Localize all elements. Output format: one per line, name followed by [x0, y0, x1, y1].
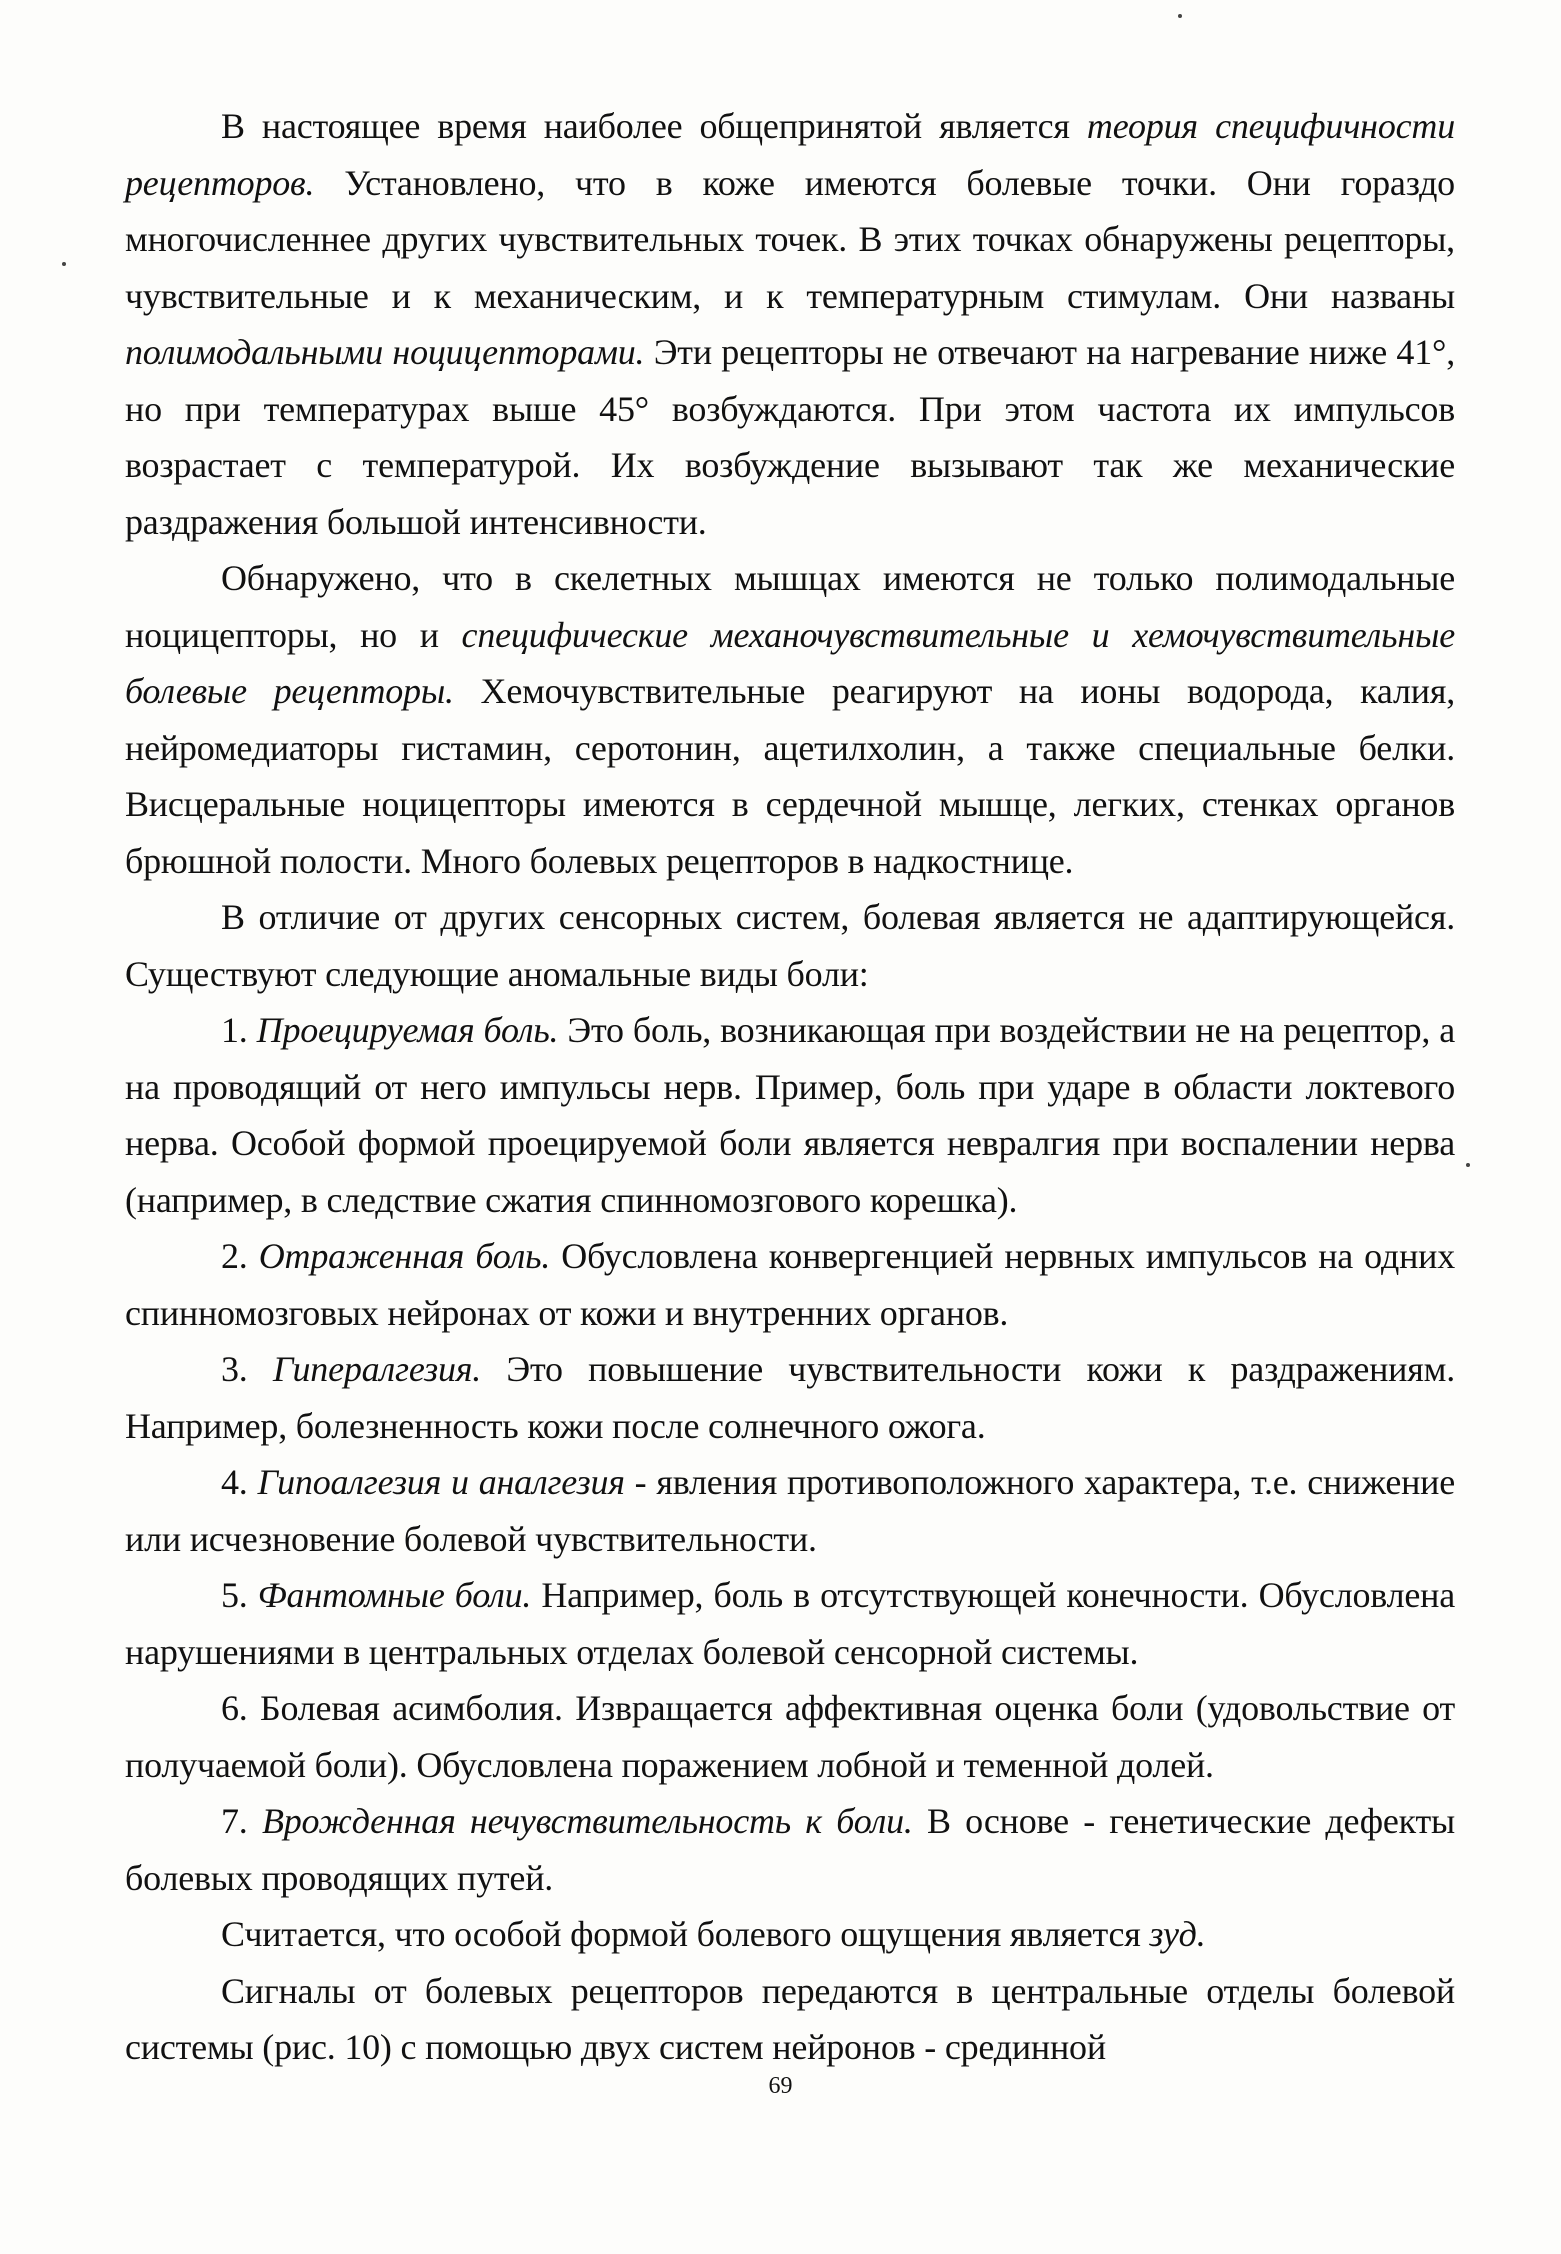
list-item-paragraph [125, 1680, 1455, 1793]
text-run: 1. [221, 1010, 257, 1050]
list-item-paragraph [125, 1454, 1455, 1567]
scan-speck [1178, 14, 1182, 18]
text-run: Например, боль в отсутствующей конечности. Обусловлена нарушениями в центральных отделах болевой сенсорной системы. [125, 1575, 1455, 1672]
text-run: В отличие от других сенсорных систем, болевая является не адаптирующейся. Существуют следующие аномальные виды боли: [125, 897, 1455, 994]
list-item-paragraph [125, 1002, 1455, 1228]
italic-term: Фантомные боли. [257, 1575, 532, 1615]
text-run: В настоящее время наиболее общепринятой является [221, 106, 1087, 146]
text-run: Это повышение чувствительности кожи к раздражениям. Например, болезненность кожи после солнечного ожога. [125, 1349, 1455, 1446]
text-run: 2. [221, 1236, 259, 1276]
italic-term: Врожденная нечувствительность к боли. [261, 1801, 913, 1841]
list-item-paragraph [125, 1567, 1455, 1680]
list-item-paragraph [125, 1341, 1455, 1454]
text-run: Считается, что особой формой болевого ощущения является [221, 1914, 1150, 1954]
list-item-paragraph [125, 1793, 1455, 1906]
text-run: Это боль, возникающая при воздействии не на рецептор, а на проводящий от него импульсы нерв. Пример, боль при ударе в области локтевого нерва. Особой формой проецируемой боли является невралгия при воспалении нерва (например, в следствие сжатия спинномозгового корешка). [125, 1010, 1455, 1220]
text-run: Хемочувствительные реагируют на ионы водорода, калия, нейромедиаторы гистамин, серотонин, ацетилхолин, а также специальные белки. Висцеральные ноцицепторы имеются в сердечной мышце, легких, стенках органов брюшной полости. Много болевых рецепторов в надкостнице. [125, 671, 1455, 881]
list-item-paragraph [125, 1228, 1455, 1341]
text-run: 3. [221, 1349, 273, 1389]
italic-term: Отраженная боль. [258, 1236, 551, 1276]
italic-term: теория специфичности рецепторов. [125, 106, 1455, 203]
italic-term: Проецируемая боль. [256, 1010, 559, 1050]
scan-speck [62, 262, 66, 266]
text-run: 4. [221, 1462, 258, 1502]
text-run: Сигналы от болевых рецепторов передаются в центральные отделы болевой системы (рис. 10) с помощью двух систем нейронов - срединной [125, 1970, 1455, 2067]
italic-term: Гипералгезия. [272, 1349, 482, 1389]
paragraph [125, 550, 1455, 889]
paragraph [125, 98, 1455, 550]
text-run: 6. Болевая асимболия. Извращается аффективная оценка боли (удовольствие от получаемой боли). Обусловлена поражением лобной и теменной долей. [125, 1688, 1455, 1785]
scan-speck [1466, 1163, 1470, 1167]
page-number: 69 [768, 2073, 793, 2099]
paragraph [125, 1963, 1455, 2076]
document-body [125, 98, 1455, 2076]
italic-term: полимодальными ноцицепторами. [125, 332, 645, 372]
paragraph [125, 1906, 1455, 1963]
text-run: В основе - генетические дефекты болевых проводящих путей. [125, 1801, 1456, 1898]
italic-term: Гипоалгезия и аналгезия [257, 1462, 625, 1502]
text-run: - явления противоположного характера, т.е. снижение или исчезновение болевой чувствительности. [125, 1462, 1456, 1559]
text-run: 5. [221, 1575, 258, 1615]
text-run: Установлено, что в коже имеются болевые точки. Они гораздо многочисленнее других чувствительных точек. В этих точках обнаружены рецепторы, чувствительные и к механическим, и к температурным стимулам. Они названы [125, 162, 1455, 316]
italic-term: специфические механочувствительные и хемочувствительные болевые рецепторы. [125, 614, 1455, 711]
text-run: Обусловлена конвергенцией нервных импульсов на одних спинномозговых нейронах от кожи и внутренних органов. [125, 1236, 1455, 1333]
text-run: Обнаружено, что в скелетных мышцах имеются не только полимодальные ноцицепторы, но и [125, 558, 1455, 655]
text-run: Эти рецепторы не отвечают на нагревание ниже 41°, но при температурах выше 45° возбуждаются. При этом частота их импульсов возрастает с температурой. Их возбуждение вызывают так же механические раздражения большой интенсивности. [125, 332, 1456, 542]
italic-term: зуд. [1149, 1914, 1206, 1954]
text-run: 7. [221, 1801, 262, 1841]
paragraph [125, 889, 1455, 1002]
